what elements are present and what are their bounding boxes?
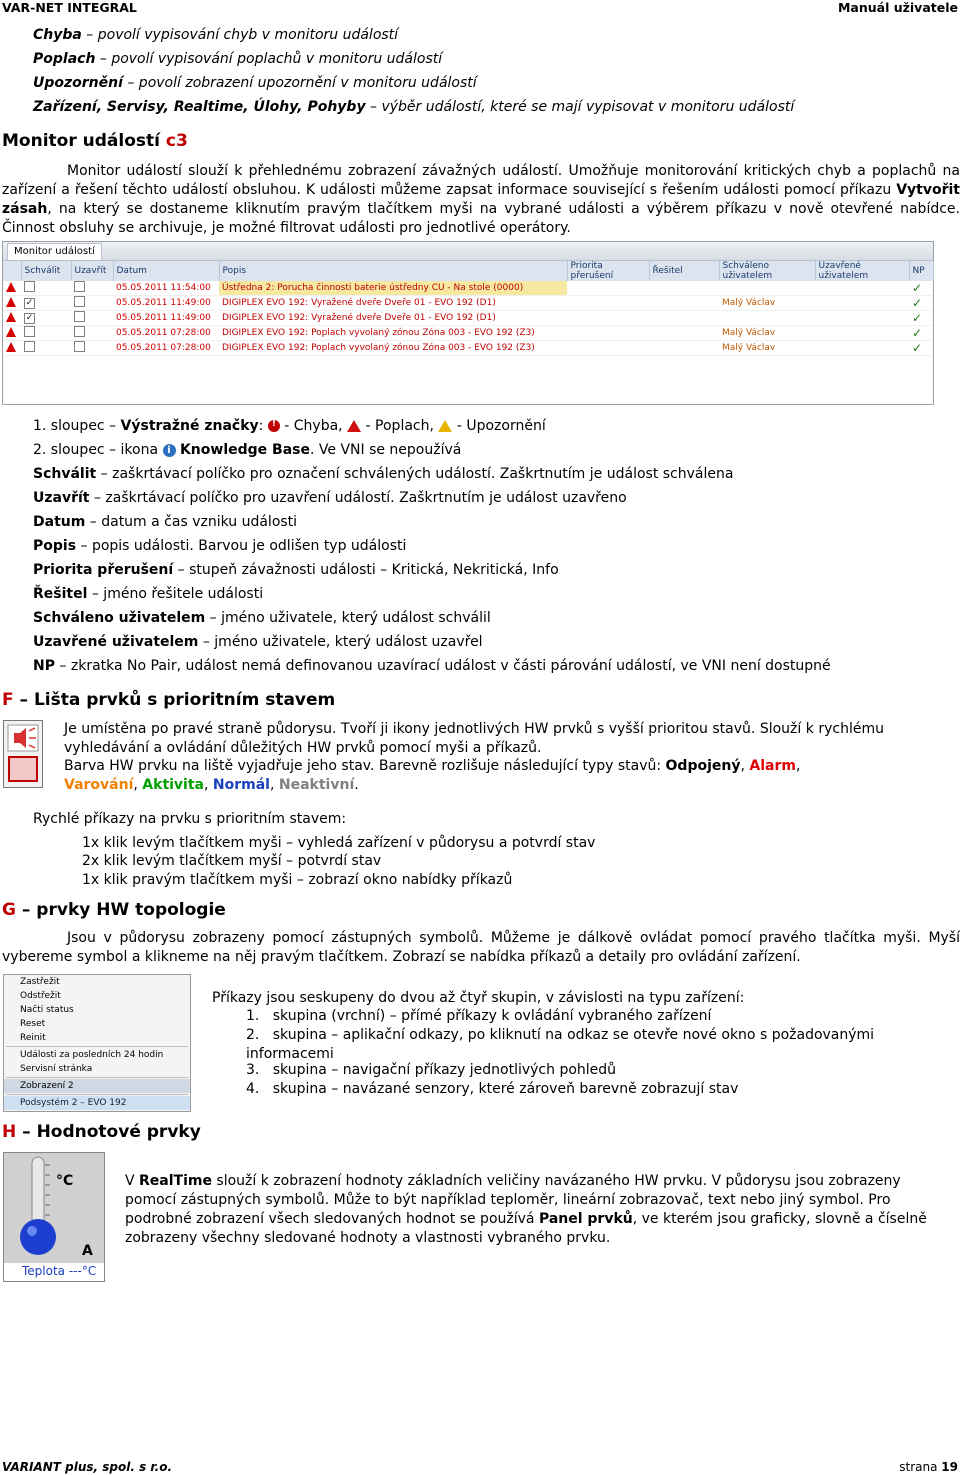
row-np: ✓: [909, 311, 933, 326]
group-3: 3. skupina – navigační příkazy jednotlivých pohledů: [246, 1062, 617, 1078]
monitor-window: [2, 241, 934, 405]
footer-company: VARIANT plus, spol. s r.o.: [2, 1460, 172, 1474]
filter-devices: Zařízení, Servisy, Realtime, Úlohy, Pohyby – výběr událostí, které se mají vypisovat v monitoru událostí: [33, 99, 795, 115]
uzavrit-checkbox[interactable]: [74, 341, 85, 352]
col-uzavrene[interactable]: Uzavřené uživatelem: [815, 261, 909, 281]
h-paragraph: V RealTime slouží k zobrazení hodnoty základních veličiny navázaného HW prvku. V půdorysu jsou zobrazeny pomocí zástupných symbolů. Může to být například teploměr, lineární zobrazovač, text nebo jiný symbol. Pro podrobné zobrazení všech sledovaných hodnot se používá Panel prvků, ve kterém jsou graficky, slovně a číselně zobrazeny všechny sledované hodnoty a vlastnosti vybraného prvku.: [125, 1173, 927, 1246]
error-icon: [268, 420, 280, 432]
row-np: ✓: [909, 341, 933, 356]
col-schvalit[interactable]: Schválit: [21, 261, 71, 281]
thermo-label: Teplota ---°C: [22, 1264, 97, 1278]
monitor-intro: Monitor událostí slouží k přehlednému zobrazení závažných událostí. Umožňuje monitorování kritických chyb a poplachů na zařízení a řešení těchto událostí obsluhou. K události můžeme zapsat informace související s řešením události pomocí příkazu Vytvořit zásah, na který se dostaneme kliknutím pravým tlačítkem myši na vybrané události a výběrem příkazu v nově otevřené nabídce. Činnost obsluhy se archivuje, je možné filtrovat události pro jednotlivé operátory.: [2, 163, 960, 236]
alarm-icon: [347, 420, 361, 432]
table-header: [3, 261, 933, 281]
legend-schvaleno: Schváleno uživatelem – jméno uživatele, který událost schválil: [33, 610, 491, 626]
legend-datum: Datum – datum a čas vzniku události: [33, 514, 298, 530]
f-paragraph-1: Je umístěna po pravé straně půdorysu. Tvoří ji ikony jednotlivých HW prvků s vyšší prioritou stavů. Slouží k rychlému vyhledávání a ovládání důležitých HW prvků pomocí myši a příkazů.: [64, 721, 884, 756]
menu-item-odstrezit[interactable]: Odstřežit: [20, 991, 61, 1001]
quick-title: Rychlé příkazy na prvku s prioritním stavem:: [33, 811, 347, 827]
g-paragraph: Jsou v půdorysu zobrazeny pomocí zástupných symbolů. Můžeme je dálkově ovládat pomocí pravého tlačítka myši. Myší vybereme symbol a klikneme na něj pravým tlačítkem. Zobrazí se nabídka příkazů a detaily pro ovládání zařízení.: [2, 930, 960, 965]
thermometer-widget: [3, 1152, 105, 1282]
priority-bar-image: [3, 720, 43, 788]
col-np[interactable]: NP: [909, 261, 933, 281]
filter-poplach: Poplach – povolí vypisování poplachů v monitoru událostí: [33, 51, 443, 67]
legend-popis: Popis – popis události. Barvou je odlišen typ události: [33, 538, 407, 554]
info-icon: i: [163, 444, 176, 457]
siren-icon: [4, 721, 42, 787]
menu-item-nacti-status[interactable]: Načti status: [20, 1005, 74, 1015]
row-schvaleno: [719, 281, 815, 296]
section-h-title: H – Hodnotové prvky: [2, 1122, 201, 1142]
section-g-title: G – prvky HW topologie: [2, 900, 226, 920]
event-table: [3, 261, 934, 356]
row-schvaleno: Malý Václav: [719, 326, 815, 341]
row-datum: 05.05.2011 11:54:00: [113, 281, 219, 296]
thermo-mode: A: [82, 1243, 93, 1259]
col-datum[interactable]: Datum: [113, 261, 219, 281]
legend-col2: 2. sloupec – ikona i Knowledge Base. Ve VNI se nepoužívá: [33, 442, 462, 458]
footer-page: strana 19: [899, 1460, 958, 1474]
row-popis: DIGIPLEX EVO 192: Vyražené dveře Dveře 01 - EVO 192 (D1): [219, 311, 567, 326]
groups-title: Příkazy jsou seskupeny do dvou až čtyř skupin, v závislosti na typu zařízení:: [212, 990, 745, 1006]
legend-priorita: Priorita přerušení – stupeň závažnosti události – Kritická, Nekritická, Info: [33, 562, 559, 578]
context-menu: [3, 974, 191, 1112]
menu-separator: [6, 1046, 188, 1047]
thermometer-icon: [4, 1153, 104, 1281]
row-popis: Ústředna 2: Porucha činnosti baterie ústředny CU - Na stole (0000): [219, 281, 567, 296]
quick-3: 1x klik pravým tlačítkem myši – zobrazí okno nabídky příkazů: [82, 872, 513, 888]
schvalit-checkbox[interactable]: ✓: [25, 297, 34, 308]
table-row[interactable]: [3, 326, 933, 341]
row-datum: 05.05.2011 11:49:00: [113, 296, 219, 311]
thermo-unit: °C: [56, 1173, 74, 1189]
f-paragraph-states: Barva HW prvku na liště vyjadřuje jeho stav. Barevně rozlišuje následující typy stavů: Odpojený, Alarm, Varování, Aktivita, Normál, Neaktivní.: [64, 758, 801, 793]
row-popis: DIGIPLEX EVO 192: Poplach vyvolaný zónou Zóna 003 - EVO 192 (Z3): [219, 326, 567, 341]
group-4: 4. skupina – navázané senzory, které zároveň barevně zobrazují stav: [246, 1081, 739, 1097]
header-manual: Manuál uživatele: [837, 0, 958, 15]
schvalit-checkbox[interactable]: [24, 341, 35, 352]
legend-schvalit: Schválit – zaškrtávací políčko pro označení schválených událostí. Zaškrtnutím je událost schválena: [33, 466, 734, 482]
menu-item-zobrazeni[interactable]: Zobrazení 2: [4, 1079, 190, 1093]
section-f-title: F – Lišta prvků s prioritním stavem: [2, 690, 336, 710]
filter-upozorneni: Upozornění – povolí zobrazení upozornění v monitoru událostí: [33, 75, 477, 91]
row-popis: DIGIPLEX EVO 192: Vyražené dveře Dveře 01 - EVO 192 (D1): [219, 296, 567, 311]
legend-uzavrit: Uzavřít – zaškrtávací políčko pro uzavření událostí. Zaškrtnutím je událost uzavřeno: [33, 490, 627, 506]
table-row[interactable]: [3, 341, 933, 356]
tab-monitor[interactable]: Monitor událostí: [7, 243, 102, 260]
table-row[interactable]: [3, 296, 933, 311]
row-np: ✓: [909, 281, 933, 296]
table-row[interactable]: [3, 311, 933, 326]
row-popis: DIGIPLEX EVO 192: Poplach vyvolaný zónou Zóna 003 - EVO 192 (Z3): [219, 341, 567, 356]
row-schvaleno: Malý Václav: [719, 296, 815, 311]
menu-item-podsystem[interactable]: Podsystém 2 – EVO 192: [4, 1096, 190, 1110]
menu-item-reset[interactable]: Reset: [20, 1019, 46, 1029]
menu-separator: [6, 1094, 188, 1095]
section-monitor-title: Monitor událostí c3: [2, 131, 188, 151]
uzavrit-checkbox[interactable]: [74, 296, 85, 307]
menu-item-servisni[interactable]: Servisní stránka: [20, 1064, 93, 1074]
menu-separator: [6, 1077, 188, 1078]
table-row[interactable]: [3, 281, 933, 296]
legend-resitel: Řešitel – jméno řešitele události: [33, 586, 264, 602]
row-schvaleno: [719, 311, 815, 326]
alarm-icon: [6, 282, 16, 292]
menu-item-reinit[interactable]: Reinit: [20, 1033, 46, 1043]
monitor-titlebar: [3, 242, 933, 261]
col-schvaleno[interactable]: Schváleno uživatelem: [719, 261, 815, 281]
header-title: VAR-NET INTEGRAL: [2, 0, 137, 15]
legend-col1: 1. sloupec – Výstražné značky: ! - Chyba, - Poplach, - Upozornění: [33, 418, 546, 434]
col-resitel[interactable]: Řešitel: [649, 261, 719, 281]
col-popis[interactable]: Popis: [219, 261, 567, 281]
warning-icon: [438, 420, 452, 432]
filter-chyba: Chyba – povolí vypisování chyb v monitoru událostí: [33, 27, 399, 43]
group-1: 1. skupina (vrchní) – přímé příkazy k ovládání vybraného zařízení: [246, 1008, 712, 1024]
legend-uzavrene: Uzavřené uživatelem – jméno uživatele, který událost uzavřel: [33, 634, 483, 650]
alarm-icon: [6, 312, 16, 322]
schvalit-checkbox[interactable]: [24, 281, 35, 292]
group-2: 2. skupina – aplikační odkazy, po kliknutí na odkaz se otevře nové okno s požadovanými informacemi: [246, 1027, 875, 1062]
quick-1: 1x klik levým tlačítkem myši – vyhledá zařízení v půdorysu a potvrdí stav: [82, 835, 596, 851]
row-schvaleno: Malý Václav: [719, 341, 815, 356]
alarm-icon: [6, 297, 16, 307]
quick-2: 2x klik levým tlačítkem myší – potvrdí stav: [82, 853, 382, 869]
row-datum: 05.05.2011 07:28:00: [113, 326, 219, 341]
row-datum: 05.05.2011 07:28:00: [113, 341, 219, 356]
legend-np: NP – zkratka No Pair, událost nemá definovanou uzavírací událost v části párování událostí, ve VNI není dostupné: [33, 658, 831, 674]
uzavrit-checkbox[interactable]: [74, 311, 85, 322]
uzavrit-checkbox[interactable]: [74, 281, 85, 292]
schvalit-checkbox[interactable]: ✓: [25, 312, 34, 323]
menu-item-zastrezit[interactable]: Zastřežit: [20, 977, 60, 987]
col-priorita[interactable]: Priorita přerušení: [567, 261, 649, 281]
alarm-icon: [6, 327, 16, 337]
row-np: ✓: [909, 296, 933, 311]
menu-item-udalosti[interactable]: Události za posledních 24 hodin: [20, 1050, 164, 1060]
row-np: ✓: [909, 326, 933, 341]
schvalit-checkbox[interactable]: [24, 326, 35, 337]
col-uzavrit[interactable]: Uzavřít: [71, 261, 113, 281]
col-icon[interactable]: [3, 261, 21, 281]
alarm-icon: [6, 342, 16, 352]
row-datum: 05.05.2011 11:49:00: [113, 311, 219, 326]
uzavrit-checkbox[interactable]: [74, 326, 85, 337]
